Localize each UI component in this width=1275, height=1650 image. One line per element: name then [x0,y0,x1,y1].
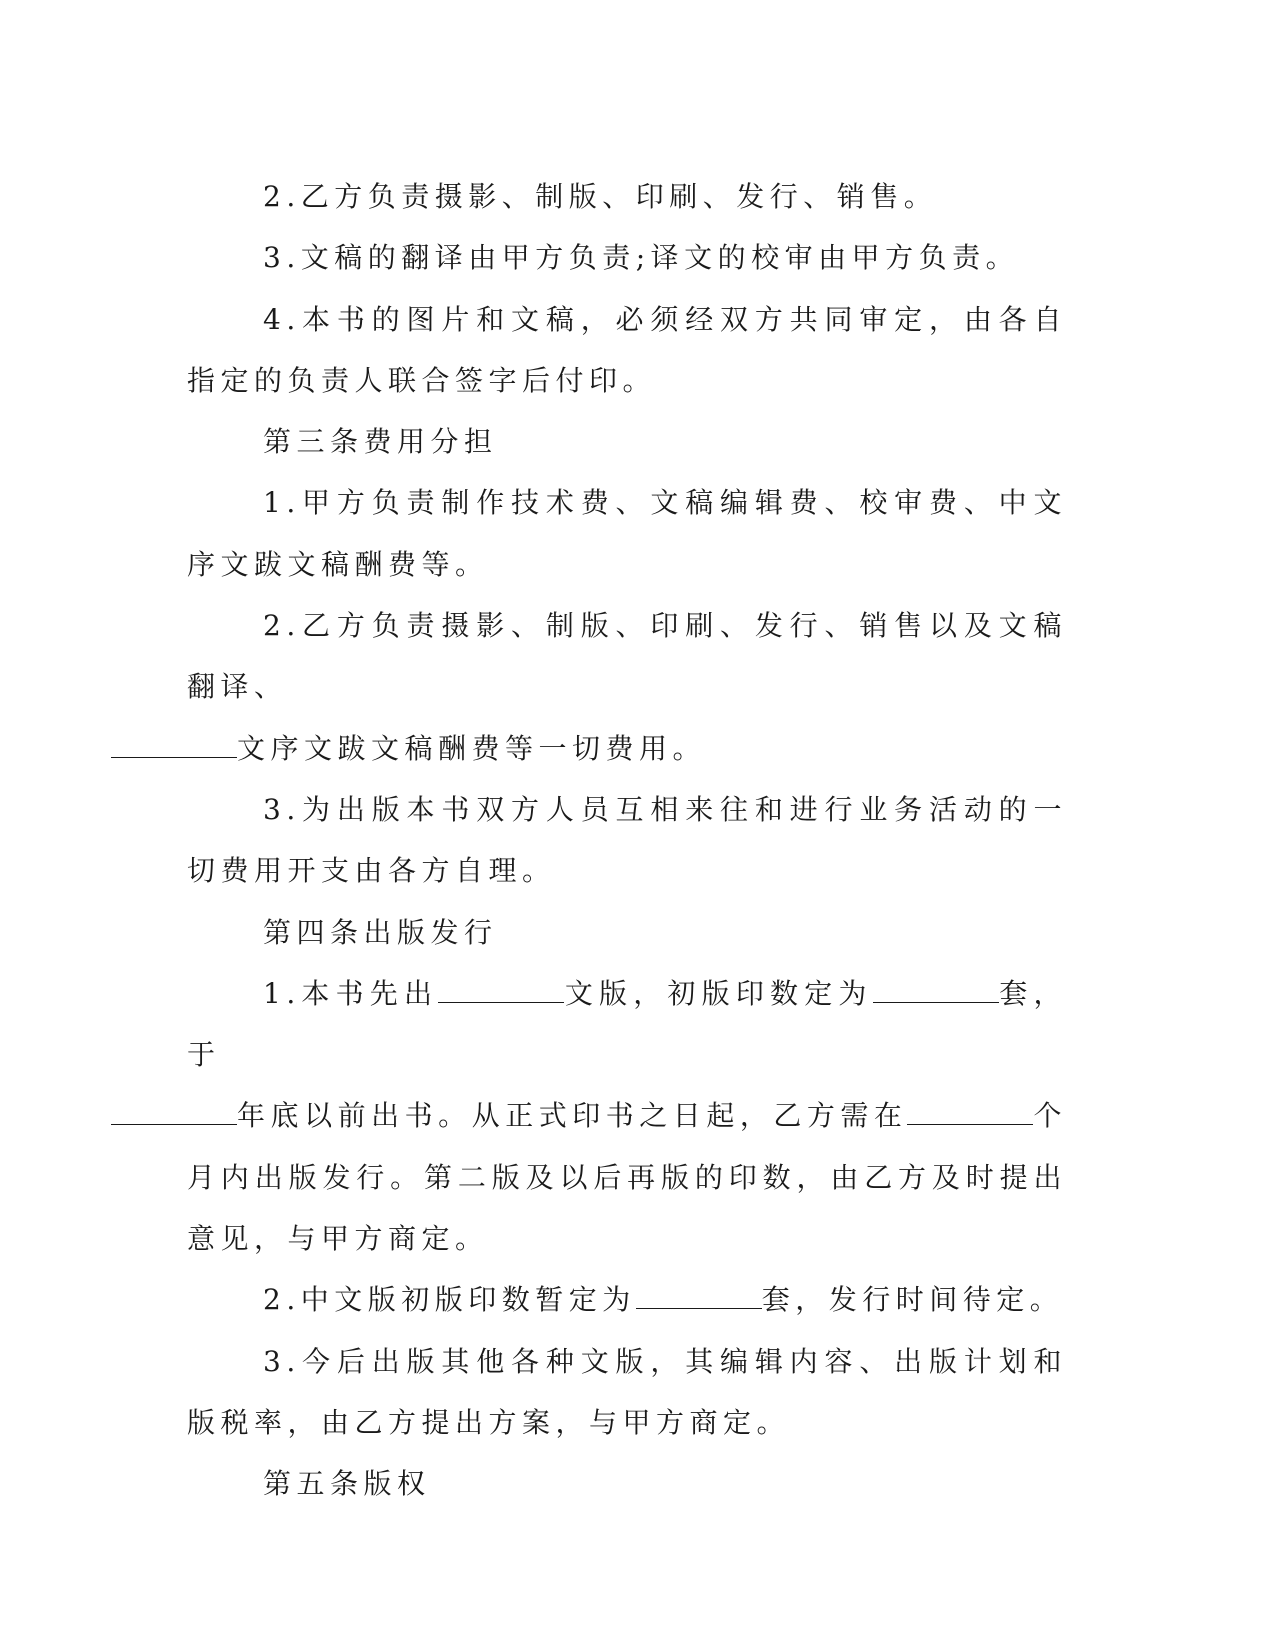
section-heading-5: 第五条版权 [263,1467,431,1501]
paragraph-fee-1: 1.甲方负责制作技术费、文稿编辑费、校审费、中文序文跋文稿酬费等。 [187,486,1067,581]
section-heading-4: 第四条出版发行 [263,915,498,949]
paragraph-publish-1-text-c: 套，于 [187,976,1067,1072]
document-body [187,166,1067,1515]
paragraph-publish-1 [187,963,1067,1269]
paragraph-fee-2-text-b: 文序文跋文稿酬费等一切费用。 [237,731,707,765]
paragraph-3: 3.文稿的翻译由甲方负责;译文的校审由甲方负责。 [263,241,1020,275]
paragraph-publish-2 [187,1269,1067,1330]
paragraph-2: 2.乙方负责摄影、制版、印刷、发行、销售。 [263,180,938,213]
fill-blank [111,1123,237,1125]
paragraph-fee-2-text-a: 2.乙方负责摄影、制版、印刷、发行、销售以及文稿翻译、 [187,609,1067,704]
paragraph-publish-2-text-a: 2.中文版初版印数暂定为 [263,1283,636,1317]
fill-blank [907,1123,1033,1125]
paragraph-4: 4.本书的图片和文稿，必须经双方共同审定，由各自指定的负责人联合签字后付印。 [187,302,1067,397]
paragraph-publish-1-text-e: 个月内出版发行。第二版及以后再版的印数，由乙方及时提出意见，与甲方商定。 [187,1099,1067,1256]
fill-blank [873,1001,999,1003]
fill-blank [636,1307,762,1309]
paragraph-fee-2 [187,595,1067,779]
paragraph-publish-3: 3.今后出版其他各种文版，其编辑内容、出版计划和版税率，由乙方提出方案，与甲方商定。 [187,1344,1067,1439]
fill-blank [111,756,237,758]
paragraph-publish-1-text-b: 文版，初版印数定为 [564,976,873,1010]
paragraph-publish-2-text-b: 套，发行时间待定。 [761,1283,1064,1317]
paragraph-fee-3: 3.为出版本书双方人员互相来往和进行业务活动的一切费用开支由各方自理。 [187,792,1067,888]
section-heading-3: 第三条费用分担 [263,425,498,459]
paragraph-publish-1-text-d: 年底以前出书。从正式印书之日起，乙方需在 [237,1099,908,1133]
fill-blank [438,1001,564,1003]
paragraph-publish-1-text-a: 1.本书先出 [263,976,439,1010]
